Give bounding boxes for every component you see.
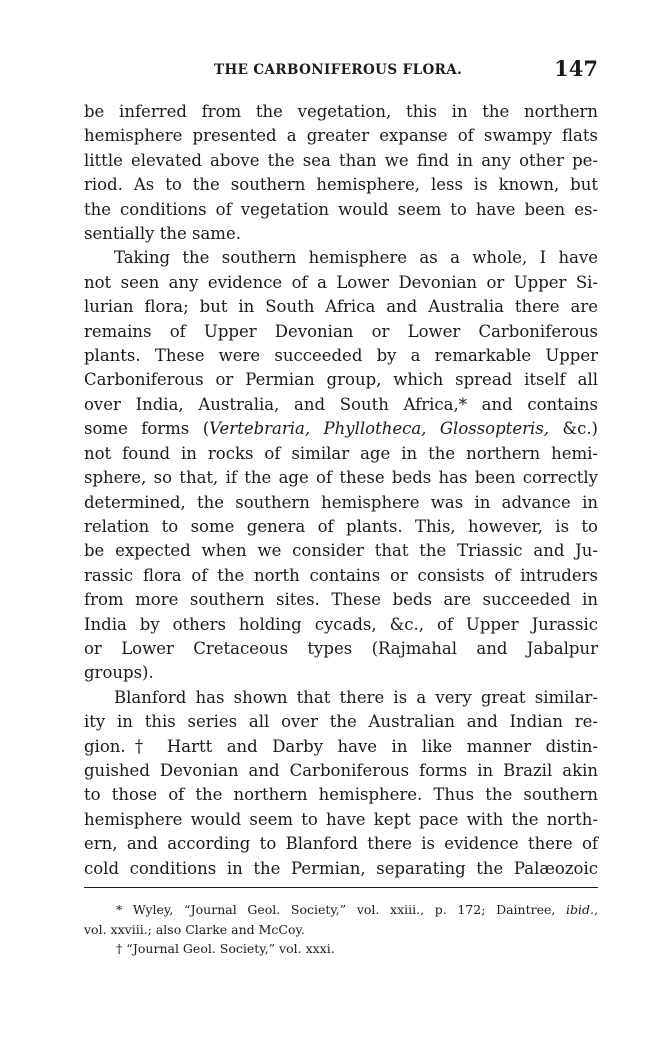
footnote-divider [84,887,598,888]
footnote-1-text: * Wyley, “Journal Geol. Society,” vol. xxiii., p. 172; Daintree, [116,902,556,917]
paragraph-2 [84,246,598,685]
text-line: groups). [84,663,154,683]
text-line: India by others holding cycads, &c., of Upper Jurassic [84,614,598,634]
footnote-1-ibid: ibid., [566,902,598,917]
page-number: 147 [554,56,598,81]
text-line-with-italics [84,417,598,441]
text-line: hemisphere would seem to have kept pace with the north- [84,809,598,829]
line-start: some forms ( [84,419,210,439]
text-line: sentially the same. [84,224,241,244]
text-line: gion.† Hartt and Darby have in like manner distin- [84,736,598,756]
text-line: little elevated above the sea than we find in any other pe- [84,150,598,170]
line-end: &c.) [548,419,598,439]
text-line: determined, the southern hemisphere was in advance in [84,492,598,512]
footnote-1-line-2: vol. xxviii.; also Clarke and McCoy. [84,921,305,937]
text-line: guished Devonian and Carboniferous forms in Brazil akin [84,760,598,780]
text-line: Carboniferous or Permian group, which spread itself all [84,370,598,390]
text-line: be inferred from the vegetation, this in the northern [84,102,598,121]
text-line: hemisphere presented a greater expanse of swampy flats [84,126,598,146]
genus-vertebraria: Vertebraria, [209,419,311,439]
text-line: relation to some genera of plants. This, however, is to [84,516,598,536]
footnote-1-line-1 [84,900,598,920]
text-line: lurian flora; but in South Africa and Australia there are [84,297,598,317]
paragraph-1 [84,100,598,246]
text-line: ern, and according to Blanford there is evidence there of [84,834,598,854]
text-line: plants. These were succeeded by a remarkable Upper [84,346,598,366]
text-line: over India, Australia, and South Africa,* and contains [84,394,598,414]
text-line: be expected when we consider that the Triassic and Ju- [84,541,598,561]
text-line: to those of the northern hemisphere. Thus the southern [84,785,598,805]
text-line: or Lower Cretaceous types (Rajmahal and Jabalpur [84,638,598,658]
text-line: from more southern sites. These beds are succeeded in [84,590,598,610]
footnotes [84,900,598,959]
genus-glossopteris: Glossopteris, [439,419,549,439]
text-line: not found in rocks of similar age in the northern hemi- [84,443,598,463]
text-line: Taking the southern hemisphere as a whole, I have [114,248,598,268]
running-head [84,56,598,90]
running-title: THE CARBONIFEROUS FLORA. [214,62,463,78]
text-line: sphere, so that, if the age of these beds has been correctly [84,468,598,488]
body-text [84,100,598,881]
paragraph-3 [84,686,598,881]
text-line: the conditions of vegetation would seem to have been es- [84,199,598,219]
text-line: not seen any evidence of a Lower Devonian or Upper Si- [84,272,598,292]
genus-phyllotheca: Phyllotheca, [323,419,427,439]
text-line: riod. As to the southern hemisphere, less is known, but [84,175,598,195]
text-line: Blanford has shown that there is a very great similar- [114,687,598,707]
text-line: remains of Upper Devonian or Lower Carboniferous [84,321,598,341]
text-line: cold conditions in the Permian, separating the Palæozoic [84,858,598,878]
text-line: rassic flora of the north contains or consists of intruders [84,565,598,585]
text-line: ity in this series all over the Australian and Indian re- [84,712,598,732]
footnote-2: † “Journal Geol. Society,” vol. xxxi. [116,941,335,956]
